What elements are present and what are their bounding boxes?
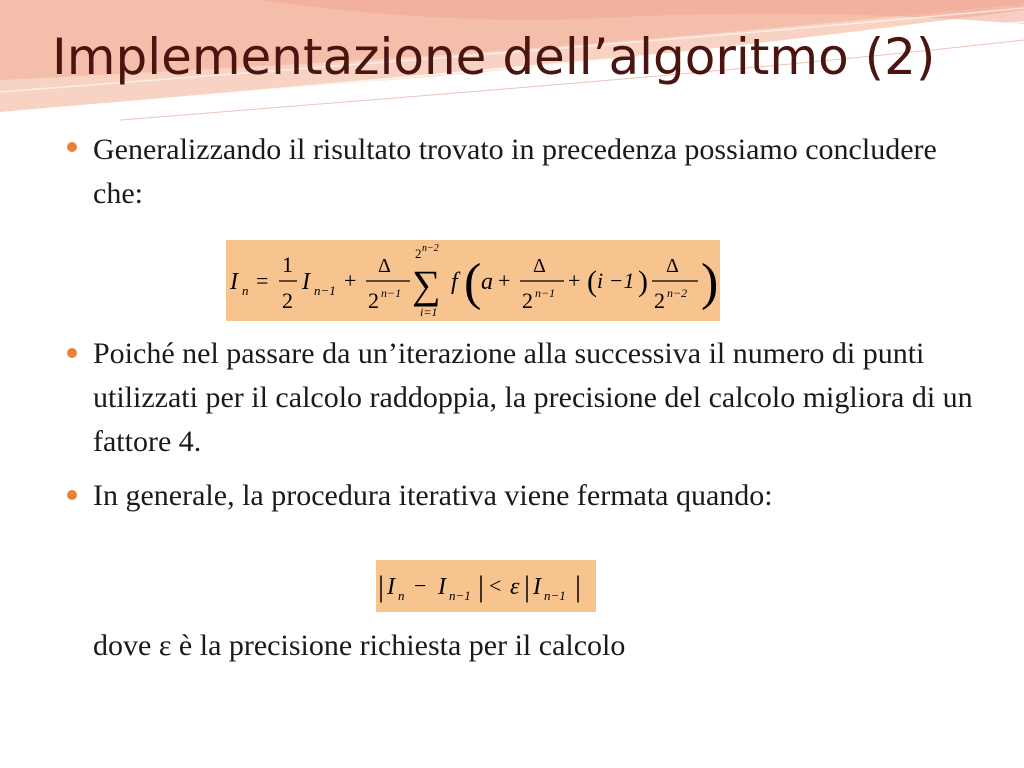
f1-plus-2: + [498,268,511,293]
f2-abs-close-2: | [575,570,582,603]
bullet-marker-2 [67,348,77,358]
slide-title: Implementazione dell’algoritmo (2) [52,28,936,86]
f1-frac-den-exp-1: n−1 [381,286,402,300]
f2-sub-n-minus-1: n−1 [449,588,471,603]
f2-epsilon: ε [510,574,520,600]
bullet-text-3: In generale, la procedura iterativa viene fermata quando: [93,479,773,512]
f2-I-prev-2: I [533,574,541,600]
bullet-marker-3 [67,490,77,500]
bullet-text-2: Poiché nel passare da un’iterazione alla successiva il numero di punti utilizzati per il calcolo raddoppia, la precisione del calcolo migliora di un fattore 4. [93,337,973,458]
f1-delta-num-3: Δ [666,255,679,277]
f1-half-num: 1 [282,252,293,277]
recurrence-formula [226,240,720,321]
f2-less-than: < [489,573,502,598]
bullet-text-1: Generalizzando il risultato trovato in precedenza possiamo concludere che: [93,133,937,210]
f1-half-den: 2 [282,288,293,313]
f1-rparen-small: ) [638,265,648,298]
f2-abs-open-1: | [378,570,385,603]
f1-sigma: ∑ [412,262,441,307]
f2-abs-close-1: | [478,570,485,603]
f1-frac-den-base-3: 2 [654,288,665,313]
f2-minus: − [414,573,427,598]
f1-I-prev: I [302,269,310,295]
f1-I-n: I [230,269,238,295]
f1-frac-den-base-2: 2 [522,288,533,313]
epsilon-note: dove ε è la precisione richiesta per il calcolo [93,629,626,662]
f1-plus-3: + [568,268,581,293]
f1-a: a [481,269,493,295]
f1-equals: = [256,268,269,293]
f2-abs-open-2: | [524,570,531,603]
f1-frac-den-exp-3: n−2 [667,286,688,300]
f1-sum-lower: i=1 [420,305,438,319]
f1-frac-den-exp-2: n−1 [535,286,556,300]
f1-i-minus-1: i −1 [597,268,635,293]
formula-box-1 [226,240,720,321]
f1-rparen-big: ) [701,254,719,311]
f1-sub-n: n [242,283,249,298]
f1-lparen-small: ( [587,265,597,298]
f2-I-n: I [387,574,395,600]
f1-sum-upper-base: 2 [415,246,422,261]
stopping-criterion-formula [376,560,596,612]
f1-sum-upper-exp: n−2 [422,243,439,254]
f1-frac-den-base-1: 2 [368,288,379,313]
f1-f: f [451,269,458,295]
f1-delta-num-1: Δ [378,255,391,277]
bullet-marker-1 [67,142,77,152]
formula-box-2 [376,560,596,612]
f1-plus-1: + [344,268,357,293]
f2-sub-n: n [398,588,405,603]
f1-sub-n-minus-1: n−1 [314,283,336,298]
f2-I-prev: I [438,574,446,600]
f1-delta-num-2: Δ [533,255,546,277]
f1-lparen-big: ( [464,254,482,311]
f2-sub-n-minus-1-2: n−1 [544,588,566,603]
